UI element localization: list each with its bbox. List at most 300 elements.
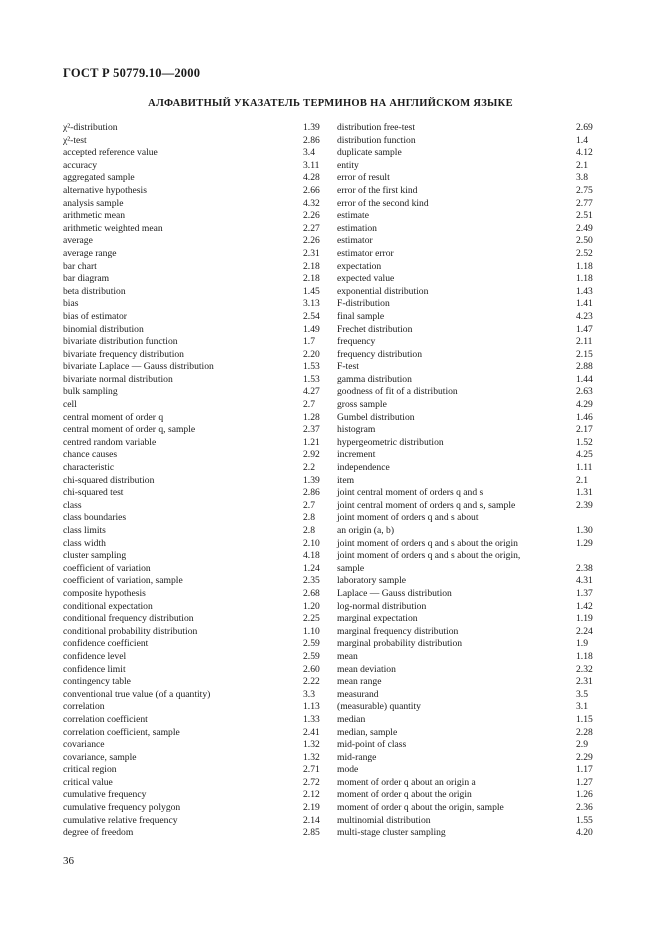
index-entry [337,764,596,777]
index-reference: 2.59 [303,650,320,662]
index-entry [63,462,322,475]
index-entry [63,815,322,828]
index-reference: 2.19 [303,802,320,814]
index-entry [337,626,596,639]
index-term: contingency table [63,676,131,688]
index-entry [63,210,322,223]
index-reference: 2.92 [303,449,320,461]
index-term: frequency distribution [337,348,422,360]
index-entry [337,575,596,588]
index-term: (measurable) quantity [337,701,421,713]
index-reference: 1.44 [576,373,593,385]
index-entry [337,613,596,626]
index-entry [63,777,322,790]
index-reference: 2.26 [303,210,320,222]
index-reference: 1.20 [303,600,320,612]
index-term: beta distribution [63,285,126,297]
index-reference: 2.9 [576,739,588,751]
index-term: distribution function [337,134,416,146]
index-entry [63,626,322,639]
index-entry [337,475,596,488]
index-reference: 2.38 [576,562,593,574]
index-term: binomial distribution [63,323,144,335]
index-reference: 2.11 [576,336,593,348]
index-term: correlation coefficient [63,713,148,725]
index-reference: 2.7 [303,499,315,511]
index-reference: 1.28 [303,411,320,423]
index-reference: 1.32 [303,739,320,751]
index-entry [337,714,596,727]
index-entry [63,701,322,714]
index-entry [337,248,596,261]
index-reference: 1.33 [303,713,320,725]
index-entry [63,248,322,261]
index-reference: 2.59 [303,638,320,650]
index-reference: 3.5 [576,688,588,700]
index-term: F-test [337,361,359,373]
index-term: aggregated sample [63,172,135,184]
index-entry [337,437,596,450]
index-term: an origin (a, b) [337,525,395,536]
index-entry [337,538,596,551]
index-entry [63,349,322,362]
index-entry [63,764,322,777]
index-term: Laplace — Gauss distribution [337,587,452,599]
index-term: cell [63,399,77,411]
index-term: marginal frequency distribution [337,625,459,637]
index-term: moment of order q about the origin, sample [337,802,504,814]
index-reference: 2.26 [303,235,320,247]
index-term: bias of estimator [63,310,127,322]
index-entry [337,689,596,702]
index-reference: 2.31 [303,247,320,259]
index-term: cumulative frequency polygon [63,802,181,814]
index-entry [337,223,596,236]
index-term: error of the second kind [337,197,429,209]
index-term: arithmetic weighted mean [63,222,163,234]
index-term: average range [63,247,117,259]
index-reference: 2.10 [303,537,320,549]
index-entry [337,701,596,714]
index-entry [63,689,322,702]
index-term: marginal probability distribution [337,638,463,650]
index-reference: 2.27 [303,222,320,234]
index-term: average [63,235,93,247]
index-term: chance causes [63,449,118,461]
index-term: estimator error [337,247,394,259]
index-entry [337,361,596,374]
index-term: joint central moment of orders q and s, sample [337,499,516,511]
index-entry [63,223,322,236]
index-reference: 1.18 [576,273,593,285]
index-reference: 2.37 [303,424,320,436]
index-term: gamma distribution [337,373,412,385]
index-reference: 2.1 [576,474,588,486]
index-title: АЛФАВИТНЫЙ УКАЗАТЕЛЬ ТЕРМИНОВ НА АНГЛИЙСКОМ ЯЗЫКЕ [148,98,513,109]
index-reference: 2.69 [576,122,593,133]
index-reference: 2.39 [576,499,593,511]
index-entry [63,638,322,651]
index-entry [63,475,322,488]
index-reference: 2.49 [576,222,593,234]
index-entry [337,286,596,299]
index-term: central moment of order q [63,411,164,423]
index-term: bulk sampling [63,386,118,398]
index-term: exponential distribution [337,285,429,297]
index-reference: 1.32 [303,751,320,763]
index-reference: 1.15 [576,713,593,725]
index-entry [63,412,322,425]
index-reference: 2.51 [576,210,593,222]
index-entry [63,361,322,374]
index-term: Gumbel distribution [337,411,415,423]
index-term: class limits [63,525,106,536]
index-reference: 3.8 [576,172,588,184]
index-entry [63,588,322,601]
index-reference: 1.39 [303,122,320,133]
index-reference: 1.27 [576,776,593,788]
index-term: frequency [337,336,376,348]
index-entry [337,185,596,198]
index-entry [337,815,596,828]
index-entry [63,437,322,450]
index-entry [63,739,322,752]
index-reference: 2.86 [303,134,320,146]
index-entry [337,525,596,538]
index-term: class [63,499,82,511]
index-reference: 1.37 [576,587,593,599]
index-entry [337,160,596,173]
index-entry [63,135,322,148]
index-term: bivariate normal distribution [63,373,173,385]
index-term: multinomial distribution [337,814,431,826]
index-entry [337,676,596,689]
index-entry [337,802,596,815]
index-entry [63,563,322,576]
index-term: joint moment of orders q and s about the origin [337,537,518,549]
index-term: chi-squared test [63,487,124,499]
index-entry [337,827,596,840]
index-entry [63,651,322,664]
index-reference: 2.8 [303,525,315,536]
index-reference: 4.18 [303,550,320,562]
index-reference: 1.46 [576,411,593,423]
index-term: characteristic [63,462,115,474]
index-reference: 1.7 [303,336,315,348]
index-entry [63,286,322,299]
index-entry [63,336,322,349]
index-entry [337,399,596,412]
index-entry [337,449,596,462]
index-reference: 2.20 [303,348,320,360]
index-term: Frechet distribution [337,323,413,335]
index-reference: 1.53 [303,373,320,385]
index-term: median [337,713,366,725]
index-entry [337,752,596,765]
index-reference: 3.4 [303,147,315,159]
index-entry [63,261,322,274]
index-term: cumulative relative frequency [63,814,178,826]
index-reference: 2.18 [303,260,320,272]
index-entry [337,311,596,324]
index-entry [63,512,322,525]
index-term: covariance [63,739,105,751]
index-term: gross sample [337,399,387,411]
index-term: bivariate frequency distribution [63,348,184,360]
index-reference: 2.14 [303,814,320,826]
index-reference: 2.2 [303,462,315,474]
index-term: mean deviation [337,663,396,675]
index-entry [63,613,322,626]
index-reference: 1.10 [303,625,320,637]
index-entry [337,487,596,500]
index-term: class width [63,537,106,549]
index-term: independence [337,462,390,474]
index-term: correlation [63,701,105,713]
index-reference: 4.32 [303,197,320,209]
index-reference: 3.3 [303,688,315,700]
index-term: F-distribution [337,298,390,310]
index-term: cumulative frequency [63,789,147,801]
index-entry [337,588,596,601]
index-term: increment [337,449,376,461]
index-term: measurand [337,688,379,700]
index-entry [63,399,322,412]
index-term: mid-point of class [337,739,407,751]
index-entry [63,538,322,551]
index-term: error of result [337,172,390,184]
index-reference: 1.52 [576,436,593,448]
index-entry [63,449,322,462]
index-entry [63,727,322,740]
index-reference: 4.23 [576,310,593,322]
index-entry [63,676,322,689]
index-term: alternative hypothesis [63,184,147,196]
index-term: bar diagram [63,273,110,285]
page-number: 36 [63,855,74,867]
index-reference: 4.28 [303,172,320,184]
index-term: error of the first kind [337,184,418,196]
index-reference: 2.15 [576,348,593,360]
index-entry [337,210,596,223]
index-term: moment of order q about the origin [337,789,472,801]
index-reference: 1.47 [576,323,593,335]
index-entry [337,727,596,740]
index-reference: 1.17 [576,764,593,776]
index-term: mean [337,650,358,662]
index-entry [337,777,596,790]
index-entry [63,802,322,815]
index-reference: 1.9 [576,638,588,650]
index-term: conditional frequency distribution [63,613,194,625]
index-entry [337,386,596,399]
index-entry [337,147,596,160]
index-entry [63,601,322,614]
index-term: bivariate distribution function [63,336,178,348]
index-entry [63,827,322,840]
index-term: analysis sample [63,197,124,209]
index-entry [63,664,322,677]
index-entry [63,714,322,727]
index-entry [337,462,596,475]
index-entry [63,424,322,437]
index-entry [337,563,596,576]
index-entry [337,235,596,248]
index-term: composite hypothesis [63,587,146,599]
index-reference: 1.29 [576,537,593,549]
index-entry [63,550,322,563]
index-entry [63,311,322,324]
index-term: histogram [337,424,376,436]
index-reference: 2.77 [576,197,593,209]
index-entry [337,412,596,425]
index-reference: 4.29 [576,399,593,411]
index-reference: 1.19 [576,613,593,625]
index-reference: 2.60 [303,663,320,675]
index-term: critical region [63,764,117,776]
index-term: estimate [337,210,369,222]
index-term: confidence coefficient [63,638,149,650]
index-reference: 2.86 [303,487,320,499]
index-entry [337,298,596,311]
index-term: mid-range [337,751,377,763]
index-term: median, sample [337,726,398,738]
index-term: goodness of fit of a distribution [337,386,458,398]
index-entry [63,160,322,173]
index-reference: 2.72 [303,776,320,788]
index-term: correlation coefficient, sample [63,726,180,738]
index-entry [337,273,596,286]
index-reference: 2.28 [576,726,593,738]
index-term: item [337,474,355,486]
index-term: centred random variable [63,436,157,448]
index-term: bivariate Laplace — Gauss distribution [63,361,214,373]
index-entry [63,500,322,513]
index-entry [337,374,596,387]
index-reference: 1.41 [576,298,593,310]
index-entry [337,424,596,437]
index-entry [337,500,596,513]
index-term: χ²-test [63,134,87,146]
index-term: marginal expectation [337,613,418,625]
index-term: distribution free-test [337,122,416,133]
index-entry [337,349,596,362]
index-term: expected value [337,273,395,285]
index-reference: 2.63 [576,386,593,398]
index-reference: 1.39 [303,474,320,486]
index-term: class boundaries [63,512,127,524]
index-reference: 4.25 [576,449,593,461]
index-term: bar chart [63,260,97,272]
index-term: coefficient of variation [63,562,151,574]
index-term: confidence level [63,650,127,662]
index-reference: 1.53 [303,361,320,373]
index-term: sample [337,562,365,574]
index-term: moment of order q about an origin a [337,776,476,788]
index-entry [63,172,322,185]
index-entry [337,324,596,337]
index-term: mean range [337,676,382,688]
index-entry [337,601,596,614]
index-term: degree of freedom [63,827,134,839]
index-entry [63,525,322,538]
index-entry [337,512,596,525]
index-term: estimator [337,235,373,247]
index-term: multi-stage cluster sampling [337,827,446,839]
index-reference: 2.24 [576,625,593,637]
index-term: central moment of order q, sample [63,424,196,436]
index-term: accepted reference value [63,147,158,159]
index-reference: 3.1 [576,701,588,713]
index-entry [63,487,322,500]
index-reference: 1.18 [576,260,593,272]
index-term: joint moment of orders q and s about the origin, [337,550,521,562]
index-entry [337,550,596,563]
index-entry [337,122,596,135]
index-reference: 2.31 [576,676,593,688]
index-term: critical value [63,776,113,788]
index-reference: 2.25 [303,613,320,625]
index-reference: 3.11 [303,159,320,171]
index-entry [63,273,322,286]
index-reference: 1.21 [303,436,320,448]
index-reference: 2.68 [303,587,320,599]
index-entry [337,739,596,752]
index-term: log-normal distribution [337,600,427,612]
index-reference: 1.30 [576,525,593,536]
index-reference: 2.8 [303,512,315,524]
index-term: chi-squared distribution [63,474,155,486]
index-entry [337,261,596,274]
index-term: arithmetic mean [63,210,126,222]
index-entry [63,147,322,160]
index-term: hypergeometric distribution [337,436,444,448]
index-reference: 2.29 [576,751,593,763]
index-entry [63,198,322,211]
index-term: conditional expectation [63,600,153,612]
index-term: accuracy [63,159,98,171]
index-entry [63,374,322,387]
index-term: entity [337,159,359,171]
index-reference: 2.7 [303,399,315,411]
index-entry [337,198,596,211]
index-term: duplicate sample [337,147,402,159]
index-term: cluster sampling [63,550,127,562]
index-reference: 2.17 [576,424,593,436]
index-reference: 2.88 [576,361,593,373]
index-reference: 2.18 [303,273,320,285]
index-reference: 2.32 [576,663,593,675]
index-column-right [337,122,596,840]
index-term: χ²-distribution [63,122,118,133]
index-reference: 1.42 [576,600,593,612]
index-reference: 1.49 [303,323,320,335]
index-term: mode [337,764,359,776]
index-reference: 2.36 [576,802,593,814]
index-reference: 2.85 [303,827,320,839]
index-entry [337,336,596,349]
index-entry [63,324,322,337]
index-entry [63,752,322,765]
index-reference: 1.18 [576,650,593,662]
index-term: covariance, sample [63,751,137,763]
index-reference: 1.26 [576,789,593,801]
index-entry [63,789,322,802]
index-term: joint central moment of orders q and s [337,487,484,499]
index-entry [63,386,322,399]
index-term: coefficient of variation, sample [63,575,183,587]
index-reference: 2.71 [303,764,320,776]
